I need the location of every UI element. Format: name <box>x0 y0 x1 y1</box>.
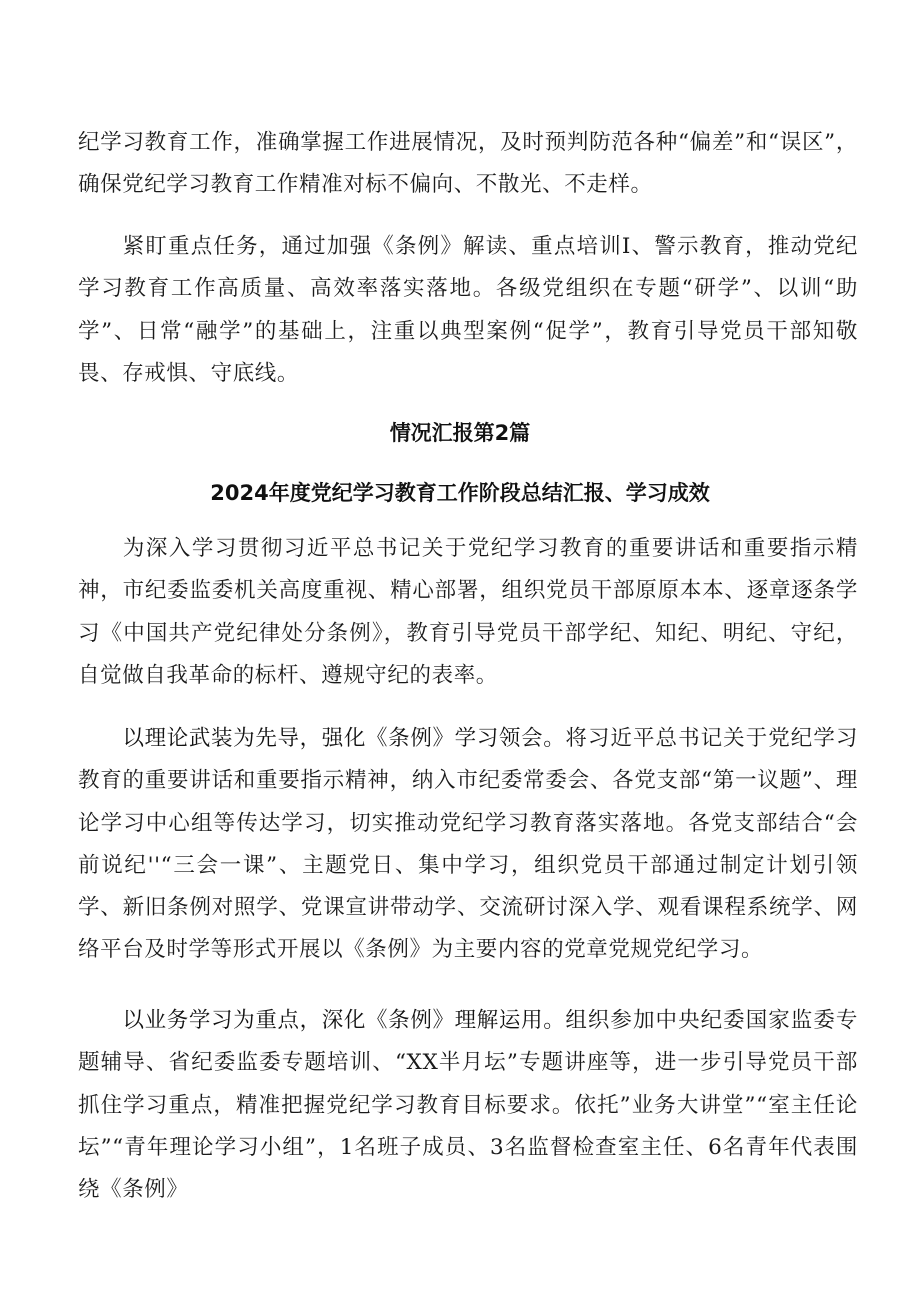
point-business-paragraph <box>78 1000 858 1211</box>
point-body: 组织参加中央纪委国家监委专题辅导、省纪委监委专题培训、“XX半月坛”专题讲座等，进一步引导党员干部抓住学习重点，精准把握党纪学习教育目标要求。依托”业务大讲堂”“室主任论坛”“青年理论学习小组”，1名班子成员、3名监督检查室主任、6名青年代表围绕《条例》 <box>78 1008 858 1203</box>
intro-text: 为深入学习贯彻习近平总书记关于党纪学习教育的重要讲话和重要指示精神，市纪委监委机关高度重视、精心部署，组织党员干部原原本本、逐章逐条学习《中国共产党纪律处分条例》，教育引导党员干部学纪、知纪、明纪、守纪，自觉做自我革命的标杆、遵规守纪的表率。 <box>78 536 858 688</box>
section-title: 2024年度党纪学习教育工作阶段总结汇报、学习成效 <box>210 481 710 505</box>
paragraph-key-tasks <box>78 226 858 395</box>
point-theory-paragraph <box>78 718 858 972</box>
section-label: 情况汇报第2篇 <box>389 421 531 445</box>
paragraph-continued <box>78 122 858 207</box>
point-lead: 以理论武装为先导，强化《条例》学习领会。 <box>122 726 566 751</box>
paragraph-text: 紧盯重点任务，通过加强《条例》解读、重点培训I、警示教育，推动党纪学习教育工作高质量、高效率落实落地。各级党组织在专题“研学”、以训“助学”、日常“融学”的基础上，注重以典型案例“促学”，教育引导党员干部知敬畏、存戒惧、守底线。 <box>78 234 858 386</box>
paragraph-text: 纪学习教育工作，准确掌握工作进展情况，及时预判防范各种“偏差”和“误区”，确保党纪学习教育工作精准对标不偏向、不散光、不走样。 <box>78 130 858 198</box>
intro-paragraph <box>78 528 858 697</box>
point-lead: 以业务学习为重点，深化《条例》理解运用。 <box>122 1008 566 1033</box>
point-body: 将习近平总书记关于党纪学习教育的重要讲话和重要指示精神，纳入市纪委常委会、各党支部“第一议题”、理论学习中心组等传达学习，切实推动党纪学习教育落实落地。各党支部结合“会前说纪''“三会一课”、主题党日、集中学习，组织党员干部通过制定计划引领学、新旧条例对照学、党课宣讲带动学、交流研讨深入学、观看课程系统学、网络平台及时学等形式开展以《条例》为主要内容的党章党规党纪学习。 <box>78 726 858 963</box>
